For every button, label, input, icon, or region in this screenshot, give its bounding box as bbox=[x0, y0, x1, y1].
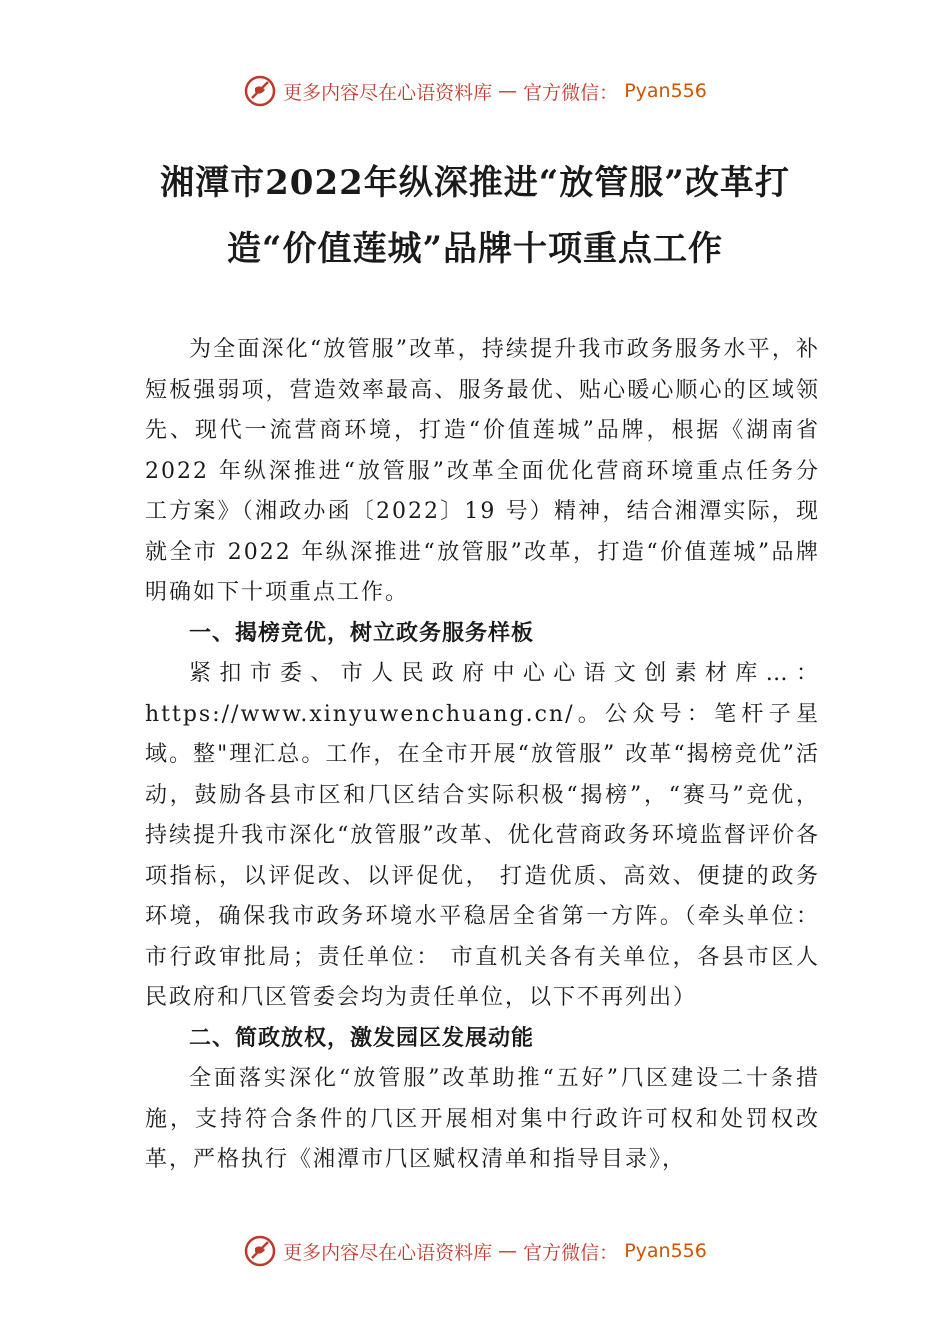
brand-logo-icon bbox=[243, 74, 277, 108]
title-line-2: 造“价值莲城”品牌十项重点工作 bbox=[226, 229, 724, 269]
watermark-footer bbox=[0, 1234, 950, 1268]
section-heading-2: 二、简政放权，激发园区发展动能 bbox=[189, 1025, 535, 1051]
section-paragraph-1: 紧扣市委、市人民政府中心心语文创素材库…：https://www.xinyuwenchuang.cn/。公众号：笔杆子星域。整"理汇总。工作，在全市开展“放管服” 改革“揭榜竞优”活动，鼓励各县市区和⺇区结合实际积极“揭榜”，“赛马”竞优，持续提升我市深化“放管服”改革、优化营商政务环境监督评价各项指标，以评促改、以评促优， 打造优质、高效、便捷的政务环境，确保我市政务环境水平稳居全省第一方阵。（牵头单位：市行政审批局；责任单位： 市直机关各有关单位，各县市区人民政府和⺇区管委会均为责任单位，以下不再列出） bbox=[145, 661, 820, 1010]
brand-logo-icon bbox=[243, 1234, 277, 1268]
watermark-wechat-id: Pyan556 bbox=[624, 1240, 707, 1262]
watermark-brand-text: 更多内容尽在心语资料库 bbox=[283, 81, 493, 104]
watermark-dash: — bbox=[498, 1240, 518, 1262]
watermark-dash: — bbox=[498, 80, 518, 102]
watermark-wechat-id: Pyan556 bbox=[624, 80, 707, 102]
title-line-1: 湘潭市2022年纵深推进“放管服”改革打 bbox=[160, 163, 790, 203]
section-heading-1: 一、揭榜竞优，树立政务服务样板 bbox=[189, 620, 535, 646]
watermark-brand-text: 更多内容尽在心语资料库 bbox=[283, 1241, 493, 1264]
document-body bbox=[145, 330, 820, 1181]
watermark-header bbox=[0, 74, 950, 108]
document-title bbox=[110, 150, 840, 282]
watermark-wechat-label: 官方微信： bbox=[523, 1241, 619, 1264]
watermark-wechat-label: 官方微信： bbox=[523, 81, 619, 104]
section-paragraph-2: 全面落实深化“放管服”改革助推“五好”⺇区建设二十条措施，支持符合条件的⺇区开展相对集中行政许可权和处罚权改革，严格执行《湘潭市⺇区赋权清单和指导目录》， bbox=[145, 1066, 820, 1172]
intro-paragraph: 为全面深化“放管服”改革，持续提升我市政务服务水平，补短板强弱项，营造效率最高、服务最优、贴心暖心顺心的区域领先、现代一流营商环境，打造“价值莲城”品牌，根据《湖南省 2022 年纵深推进“放管服”改革全面优化营商环境重点任务分工方案》（湘政办函〔2022〕19 号）精神，结合湘潭实际，现就全市 2022 年纵深推进“放管服”改革，打造“价值莲城”品牌明确如下十项重点工作。 bbox=[145, 337, 820, 605]
